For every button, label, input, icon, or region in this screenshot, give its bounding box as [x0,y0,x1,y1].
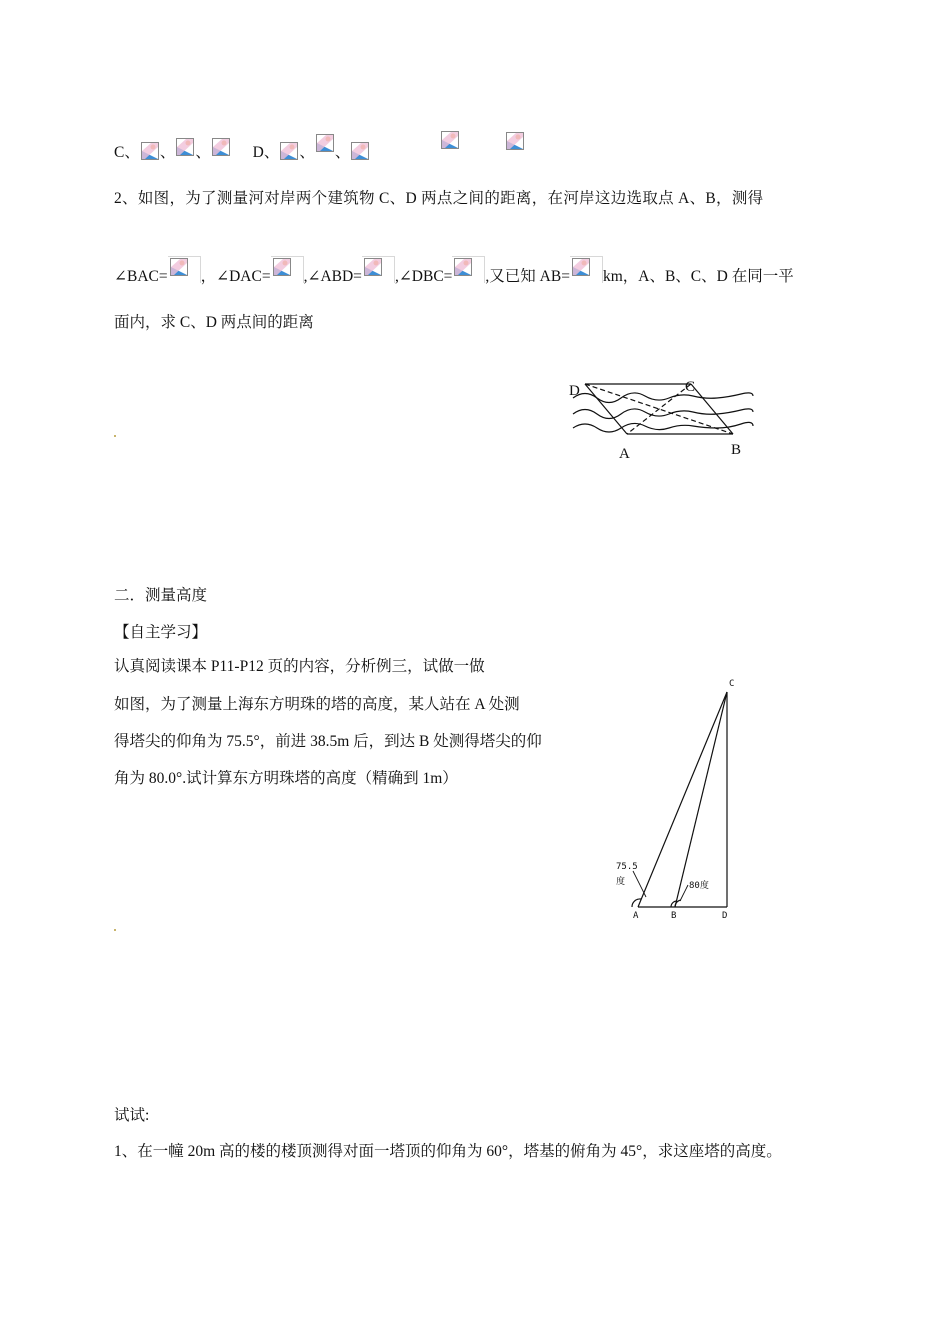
broken-image-icon [212,138,230,156]
try-heading: 试试: [114,1107,150,1124]
section-subheading: 【自主学习】 [114,624,208,641]
tower-label-c: C [729,679,735,689]
broken-image-icon [364,258,382,276]
section-paragraph-3: 得塔尖的仰角为 75.5°，前进 38.5m 后，到达 B 处测得塔尖的仰 [114,733,542,750]
broken-image-icon [170,258,188,276]
broken-image-icon [506,132,524,150]
angle-dbc-value-image [452,256,485,283]
section-heading: 二．测量高度 [114,587,208,604]
option-c-label: C、 [114,144,140,161]
river-label-a: A [619,446,630,462]
tower-angle-a-number: 75.5 [616,862,638,872]
tower-figure [610,675,745,925]
section-paragraph-2: 如图，为了测量上海东方明珠的塔的高度，某人站在 A 处测 [114,696,520,713]
angle-abd-value-image [362,256,395,283]
tower-label-b: B [671,911,677,921]
q2-line3: 面内，求 C、D 两点间的距离 [114,314,314,331]
broken-image-icon [441,131,459,149]
choice-options-line: C、 、 、 D、 、 、 [114,134,370,163]
broken-image-icon [351,142,369,160]
river-label-c: C [685,379,696,395]
section-paragraph-4: 角为 80.0°.试计算东方明珠塔的高度（精确到 1m） [114,770,458,787]
broken-image-icon [280,142,298,160]
tower-angle-b: 80度 [689,881,709,891]
tower-angle-a-unit: 度 [616,877,626,887]
section-paragraph-1: 认真阅读课本 P11-P12 页的内容，分析例三，试做一做 [114,658,485,675]
broken-image-icon [176,138,194,156]
broken-image-icon [454,258,472,276]
broken-image-icon [572,258,590,276]
river-label-d: D [569,383,580,399]
try-question-1: 1、在一幢 20m 高的楼的楼顶测得对面一塔顶的仰角为 60°，塔基的俯角为 45°，求这座塔的高度。 [114,1143,782,1160]
tower-label-a: A [633,911,639,921]
decorative-dot [114,435,116,437]
option-d-label: D、 [252,144,280,161]
tower-label-d: D [722,911,728,921]
river-label-b: B [731,442,742,458]
length-ab-value-image [570,256,603,283]
q2-line1: 2、如图，为了测量河对岸两个建筑物 C、D 两点之间的距离，在河岸这边选取点 A、B，测得 [114,190,764,207]
broken-image-icon [141,142,159,160]
angle-dac-value-image [271,256,304,283]
angle-bac-value-image [168,256,201,283]
q2-line2: ∠BAC= ，∠DAC= ,∠ABD= ,∠DBC= ,又已知 AB= km，A、B、C、D 在同一平 [114,256,794,287]
broken-image-icon [316,134,334,152]
broken-image-icon [273,258,291,276]
decorative-dot [114,929,116,931]
